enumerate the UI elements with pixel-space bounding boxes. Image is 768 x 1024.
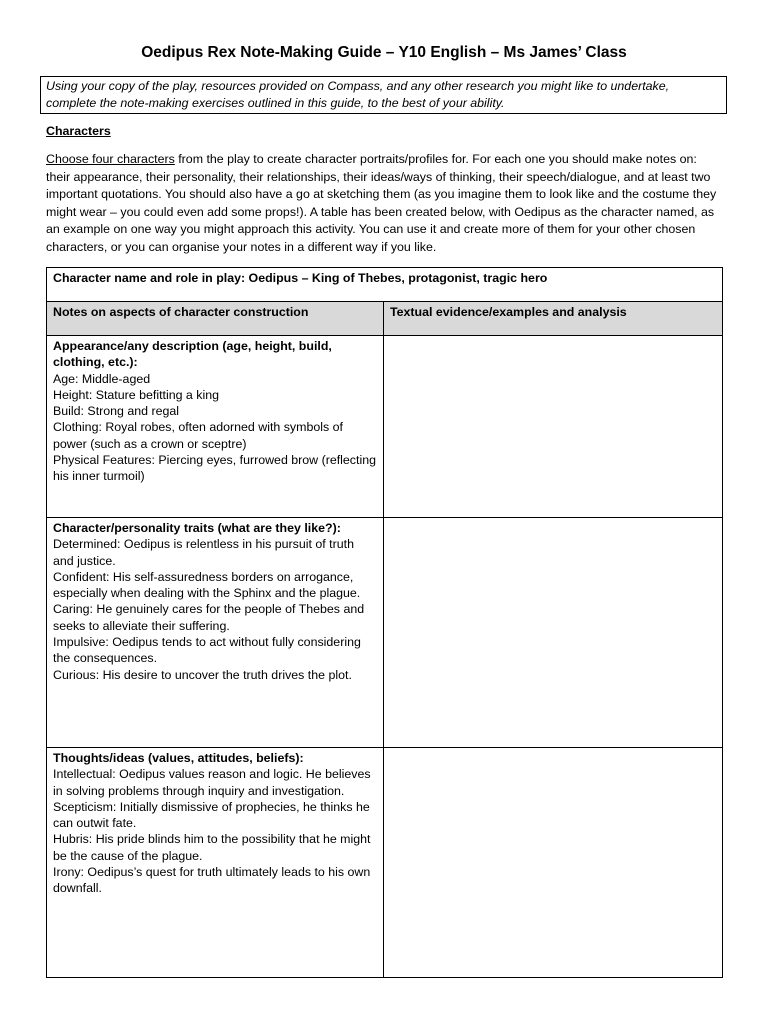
traits-line: Confident: His self-assuredness borders on arrogance, especially when dealing with the Sphinx and the plague. (53, 569, 361, 601)
thoughts-line: Intellectual: Oedipus values reason and logic. He believes in solving problems through inquiry and investigation. (53, 767, 371, 798)
thoughts-notes-cell (47, 748, 384, 978)
appearance-notes-cell (47, 336, 384, 518)
character-table (46, 267, 723, 978)
traits-evidence-cell[interactable] (384, 518, 723, 748)
appearance-line: Height: Stature befitting a king (53, 387, 219, 402)
appearance-heading: Appearance/any description (age, height, build, clothing, etc.): (53, 339, 332, 370)
thoughts-heading: Thoughts/ideas (values, attitudes, beliefs): (53, 751, 304, 765)
section-heading-characters: Characters (46, 124, 111, 138)
traits-line: Curious: His desire to uncover the truth drives the plot. (53, 667, 352, 682)
column-header-notes: Notes on aspects of character construction (47, 302, 384, 336)
traits-line: Caring: He genuinely cares for the people of Thebes and seeks to alleviate their suffering. (53, 602, 365, 633)
thoughts-evidence-cell[interactable] (384, 748, 723, 978)
appearance-line: Physical Features: Piercing eyes, furrowed brow (reflecting his inner turmoil) (53, 453, 376, 484)
appearance-line: Age: Middle-aged (53, 371, 151, 386)
column-header-evidence: Textual evidence/examples and analysis (384, 302, 723, 336)
appearance-evidence-cell[interactable] (384, 336, 723, 518)
document-title: Oedipus Rex Note-Making Guide – Y10 English – Ms James’ Class (141, 44, 627, 61)
thoughts-line: Irony: Oedipus’s quest for truth ultimately leads to his own downfall. (53, 865, 371, 896)
appearance-line: Build: Strong and regal (53, 404, 180, 419)
instructions-lead: Choose four characters (46, 152, 175, 166)
character-name-cell: Character name and role in play: Oedipus – King of Thebes, protagonist, tragic hero (47, 268, 723, 302)
instructions-paragraph (46, 151, 724, 256)
appearance-line: Clothing: Royal robes, often adorned with symbols of power (such as a crown or sceptre) (53, 420, 343, 451)
thoughts-line: Scepticism: Initially dismissive of prophecies, he thinks he can outwit fate. (53, 799, 370, 831)
thoughts-line: Hubris: His pride blinds him to the possibility that he might be the cause of the plague. (53, 832, 371, 863)
instructions-body: from the play to create character portraits/profiles for. For each one you should make notes on: their appearance, their personality, their relationships, their ideas/ways of thinking, their speech/dialogue, and at least two important quotations. You should also have a go at sketching them (as you imagine them to look like and the costume they might wear – you could even add some props!). A table has been created below, with Oedipus as the character named, as an example on one way you might approach this activity. You can use it and create more of them for your other chosen characters, or you can organise your notes in a different way if you like. (46, 152, 717, 254)
intro-box: Using your copy of the play, resources provided on Compass, and any other research you might like to undertake, complete the note-making exercises outlined in this guide, to the best of your ability. (40, 76, 727, 114)
traits-line: Determined: Oedipus is relentless in his pursuit of truth and justice. (53, 537, 354, 568)
traits-notes-cell (47, 518, 384, 748)
traits-heading: Character/personality traits (what are they like?): (53, 521, 341, 535)
traits-line: Impulsive: Oedipus tends to act without fully considering the consequences. (53, 635, 361, 666)
